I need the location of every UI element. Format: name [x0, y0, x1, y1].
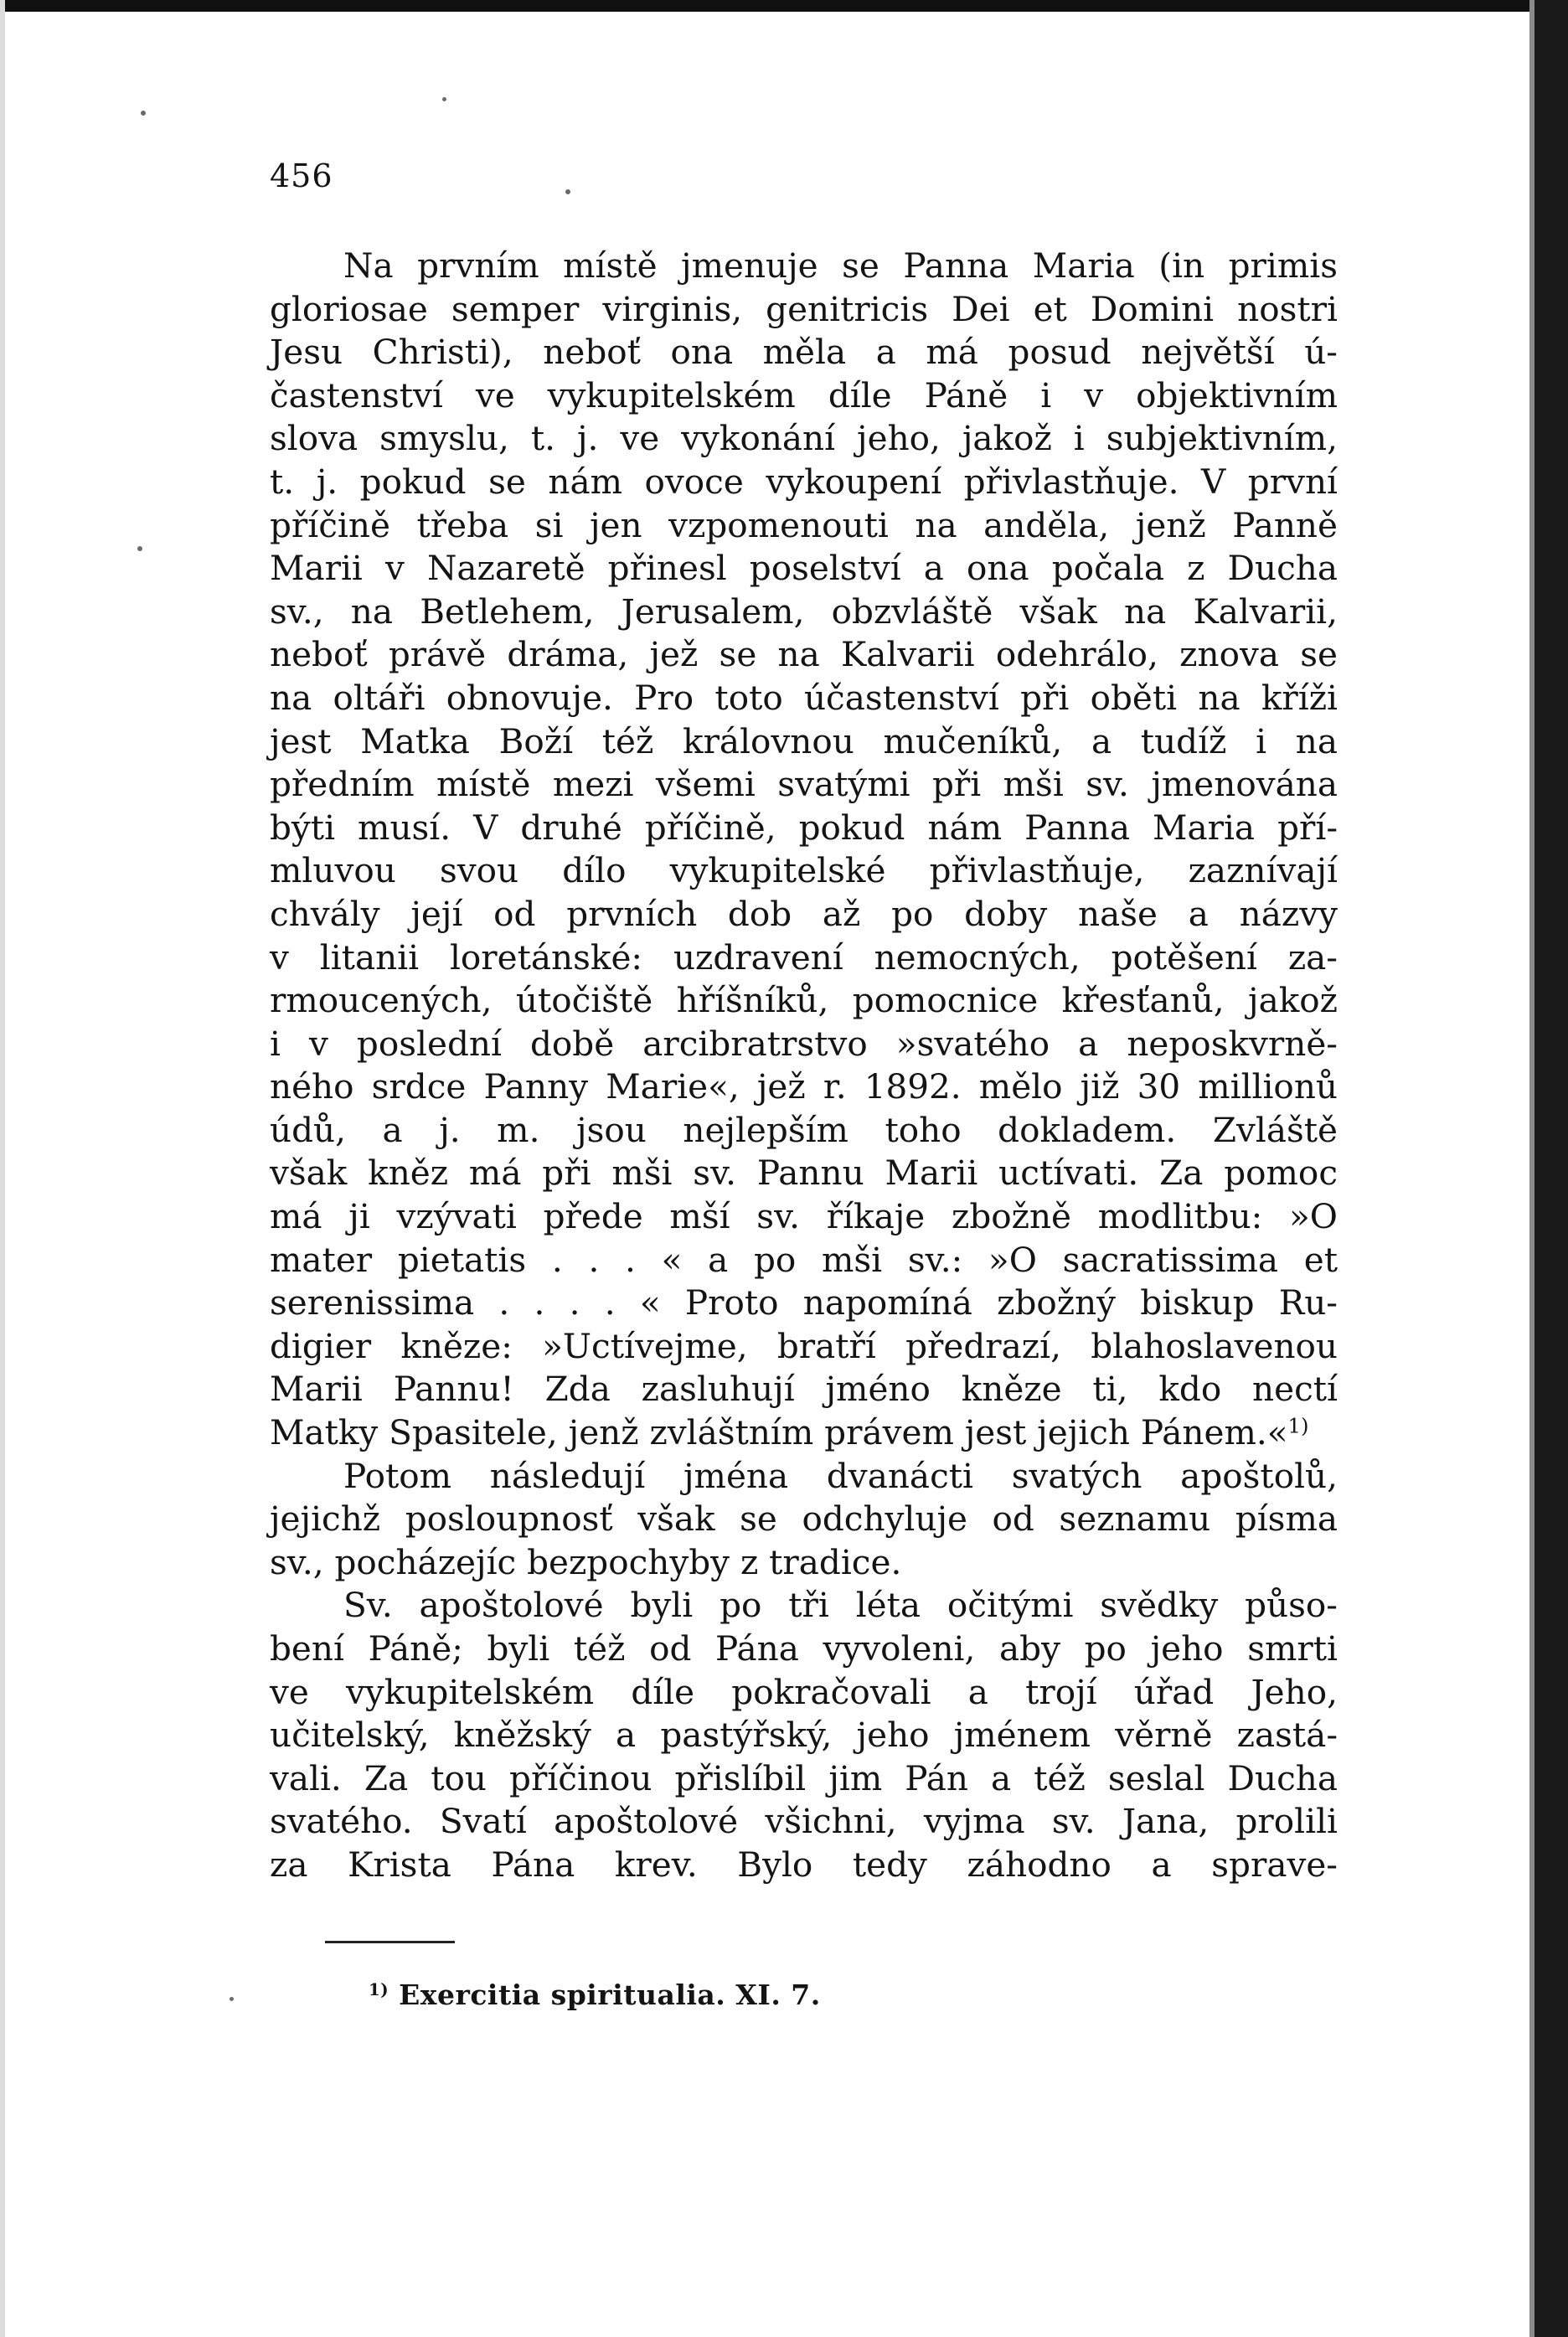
text-line-with-footnote — [270, 1411, 1338, 1455]
scan-speck — [442, 97, 446, 101]
paragraph-1 — [270, 245, 1338, 1455]
text-line: svatého. Svatí apoštolové všichni, vyjma sv. Jana, prolili — [270, 1801, 1338, 1842]
text-line: má ji vzývati přede mší sv. říkaje zbožně modlitbu: »O — [270, 1196, 1338, 1237]
text-line: jest Matka Boží též královnou mučeníků, a tudíž i na — [270, 720, 1338, 761]
text-line: rmoucených, útočiště hříšníků, pomocnice křesťanů, jakož — [270, 980, 1338, 1021]
scan-border-left — [0, 0, 5, 2337]
text-line: sv., na Betlehem, Jerusalem, obzvláště však na Kalvarii, — [270, 591, 1338, 632]
text-line: bení Páně; byli též od Pána vyvoleni, aby po jeho smrti — [270, 1628, 1338, 1669]
text-line: sv., pocházejíc bezpochyby z tradice. — [270, 1541, 902, 1582]
text-line: t. j. pokud se nám ovoce vykoupení přivlastňuje. V první — [270, 461, 1338, 502]
text-line: za Krista Pána krev. Bylo tedy záhodno a sprave- — [270, 1844, 1338, 1885]
text-line: slova smyslu, t. j. ve vykonání jeho, jakož i subjektivním, — [270, 418, 1338, 459]
paragraph-2 — [270, 1455, 1338, 1585]
text-line: častenství ve vykupitelském díle Páně i v objektivním — [270, 374, 1338, 415]
footnote-text: Exercitia spiritualia. XI. 7. — [399, 1978, 821, 2011]
body-text — [270, 245, 1338, 1887]
text-line: ného srdce Panny Marie«, jež r. 1892. mělo již 30 millionů — [270, 1066, 1338, 1107]
footnote — [369, 1978, 821, 2011]
text-line: Matky Spasitele, jenž zvláštním právem jest jejich Pánem.« — [270, 1412, 1288, 1453]
text-line: gloriosae semper virginis, genitricis Dei et Domini nostri — [270, 288, 1338, 329]
text-line: příčině třeba si jen vzpomenouti na anděla, jenž Panně — [270, 504, 1338, 545]
page-number: 456 — [270, 157, 333, 194]
text-line: učitelský, kněžský a pastýřský, jeho jménem věrně zastá- — [270, 1715, 1338, 1756]
scan-speck — [137, 546, 142, 551]
footnote-divider — [325, 1941, 455, 1943]
paragraph-3 — [270, 1584, 1338, 1886]
text-line: i v poslední době arcibratrstvo »svatého a neposkvrně- — [270, 1023, 1338, 1064]
text-line: mluvou svou dílo vykupitelské přivlastňuje, zaznívají — [270, 850, 1338, 891]
text-line: Potom následují jména dvanácti svatých apoštolů, — [343, 1455, 1338, 1496]
text-line: mater pietatis . . . « a po mši sv.: »O sacratissima et — [270, 1239, 1338, 1280]
text-line: Marii v Nazaretě přinesl poselství a ona počala z Ducha — [270, 548, 1338, 589]
text-line: údů, a j. m. jsou nejlepším toho dokladem. Zvláště — [270, 1109, 1338, 1150]
scan-speck — [230, 1997, 234, 2001]
text-line: jejichž posloupnosť však se odchyluje od seznamu písma — [270, 1499, 1338, 1540]
scan-border-top — [0, 0, 1568, 12]
text-line: Sv. apoštolové byli po tři léta očitými svědky půso- — [343, 1585, 1338, 1626]
text-line: vali. Za tou příčinou přislíbil jim Pán a též seslal Ducha — [270, 1757, 1338, 1798]
footnote-marker: 1) — [369, 1979, 389, 2000]
footnote-reference[interactable]: 1) — [1287, 1413, 1309, 1438]
scan-speck — [141, 111, 146, 116]
scan-border-right — [1534, 0, 1568, 2337]
text-line: býti musí. V druhé příčině, pokud nám Panna Maria pří- — [270, 807, 1338, 848]
text-line: Jesu Christi), neboť ona měla a má posud největší ú- — [270, 332, 1338, 373]
text-line: serenissima . . . . « Proto napomíná zbožný biskup Ru- — [270, 1282, 1338, 1323]
text-line: na oltáři obnovuje. Pro toto účastenství při oběti na kříži — [270, 677, 1338, 718]
text-line: však kněz má při mši sv. Pannu Marii uctívati. Za pomoc — [270, 1153, 1338, 1194]
text-line: digier kněze: »Uctívejme, bratří předrazí, blahoslavenou — [270, 1325, 1338, 1366]
scan-speck — [565, 189, 570, 194]
text-line: Marii Pannu! Zda zasluhují jméno kněze ti, kdo nectí — [270, 1369, 1338, 1410]
text-line: ve vykupitelském díle pokračovali a trojí úřad Jeho, — [270, 1671, 1338, 1712]
text-line: v litanii loretánské: uzdravení nemocných, potěšení za- — [270, 936, 1338, 978]
text-line: neboť právě dráma, jež se na Kalvarii odehrálo, znova se — [270, 634, 1338, 675]
text-line: Na prvním místě jmenuje se Panna Maria (in primis — [343, 245, 1338, 286]
text-line: předním místě mezi všemi svatými při mši sv. jmenována — [270, 764, 1338, 805]
text-line: chvály její od prvních dob až po doby naše a názvy — [270, 893, 1338, 934]
